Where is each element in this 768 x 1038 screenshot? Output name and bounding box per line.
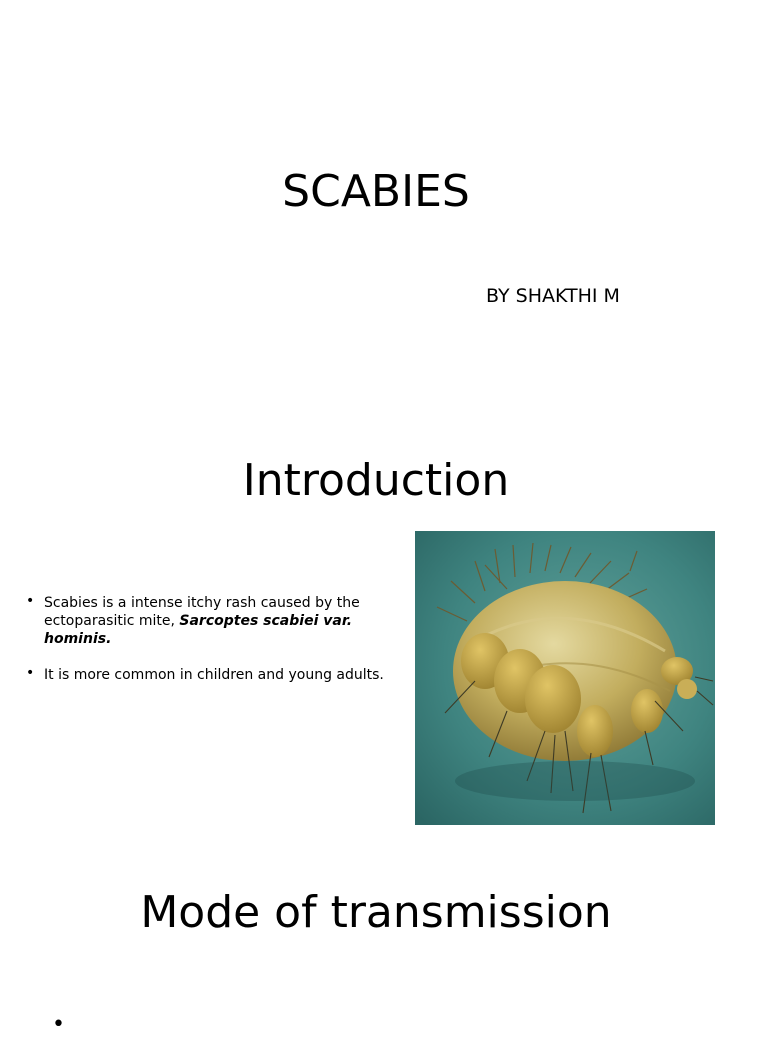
list-item bbox=[24, 594, 394, 648]
cutoff-content bbox=[52, 1012, 752, 1037]
bullet-text: It is more common in children and young adults. bbox=[44, 667, 384, 683]
bullet-icon: • bbox=[26, 665, 35, 681]
slide-author: BY SHAKTHI M bbox=[486, 285, 620, 307]
cutoff-bullet-icon: • bbox=[52, 1012, 65, 1037]
slide-title-introduction: Introduction bbox=[242, 455, 510, 506]
bullet-text: Scabies is a intense itchy rash caused by the ectoparasitic mite, bbox=[44, 595, 360, 629]
slide-title-scabies: SCABIES bbox=[282, 166, 470, 217]
slide-title-mode-of-transmission: Mode of transmission bbox=[140, 887, 612, 938]
bullet-icon: • bbox=[26, 593, 35, 609]
species-name: Sarcoptes scabiei var. hominis. bbox=[44, 613, 353, 647]
list-item bbox=[24, 666, 394, 684]
introduction-bullet-list bbox=[24, 594, 394, 702]
mite-photo-image bbox=[415, 531, 715, 825]
